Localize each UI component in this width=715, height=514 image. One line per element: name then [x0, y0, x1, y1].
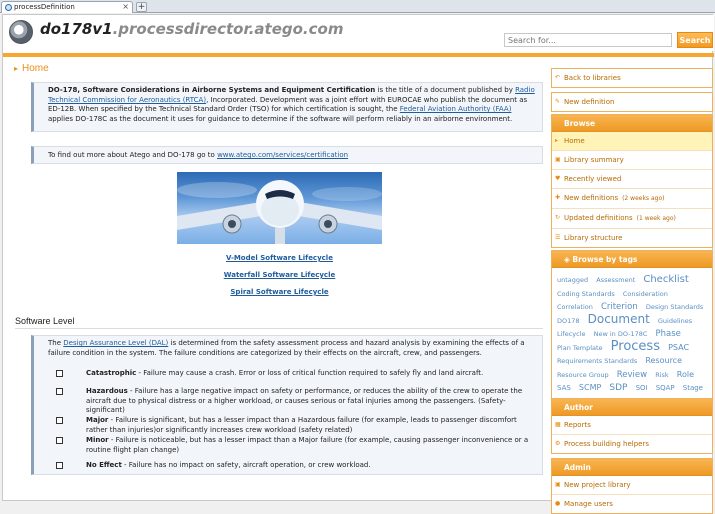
level-desc: - Failure has a large negative impact on safety or performance, or reduces the ability of the crew to operate the aircraft due to physical distress or a higher workload, or causes serious or fatal injuries among the passengers. (Safety-significant)	[86, 387, 523, 414]
tag-link[interactable]: Correlation	[557, 303, 593, 311]
tag-link[interactable]: SCMP	[578, 383, 602, 392]
browse-item-label: Home	[564, 137, 585, 145]
reports-link[interactable]	[552, 416, 712, 435]
library-summary-link[interactable]	[552, 151, 712, 170]
intro-text-3: applies DO-178C as the document it uses for guidance to determine if the software will perform reliably in an airborne environment.	[48, 114, 513, 123]
intro-box	[31, 82, 543, 132]
updated-definitions-note: (1 week ago)	[636, 215, 676, 222]
tag-link[interactable]: Assessment	[596, 276, 636, 284]
tag-link[interactable]: Review	[616, 369, 648, 380]
manage-users-link[interactable]	[552, 495, 712, 513]
users-icon: ●	[555, 500, 561, 507]
page-title	[14, 63, 49, 74]
back-arrow-icon: ↶	[555, 74, 561, 81]
new-project-library-link[interactable]	[552, 476, 712, 495]
level-name: Minor	[86, 436, 109, 444]
author-panel-title: Author	[552, 399, 712, 416]
software-level-box	[31, 335, 543, 475]
process-building-helpers-link[interactable]	[552, 435, 712, 453]
airplane-image	[177, 172, 382, 244]
tag-link[interactable]: SQAP	[655, 384, 675, 392]
minor-checkbox[interactable]	[56, 437, 63, 444]
tag-icon: ◈	[564, 255, 573, 264]
tag-link[interactable]: Phase	[655, 329, 681, 339]
search-input[interactable]	[504, 33, 672, 47]
tags-panel	[551, 250, 713, 399]
tag-link[interactable]: SDP	[609, 383, 628, 393]
site-header	[3, 15, 714, 51]
tag-cloud	[552, 268, 712, 398]
tag-link[interactable]: Design Standards	[645, 303, 704, 311]
level-item-no-effect	[56, 461, 536, 471]
back-to-libraries-link[interactable]	[552, 69, 712, 87]
new-definitions-link[interactable]	[552, 189, 712, 209]
tag-link[interactable]: Lifecycle	[557, 330, 586, 338]
level-desc: - Failure has no impact on safety, aircraft operation, or crew workload.	[121, 461, 371, 469]
faa-link[interactable]: Federal Aviation Authority (FAA)	[399, 105, 512, 113]
tag-link[interactable]: Checklist	[643, 274, 689, 285]
atego-certification-link[interactable]: www.atego.com/services/certification	[217, 151, 349, 159]
updated-definitions-link[interactable]	[552, 209, 712, 229]
tags-panel-title	[552, 251, 712, 268]
site-logo-icon[interactable]	[9, 20, 33, 44]
level-intro-text-2: is determined from the safety assessment process and hazard analysis by examining the effects of a failure condition in the system. The failure conditions are categorized by their effects on the aircraft, crew, and passengers.	[48, 339, 525, 357]
tag-link[interactable]: DO178	[557, 316, 580, 325]
tag-link[interactable]: Resource Group	[557, 370, 609, 379]
browser-tab-strip	[0, 0, 715, 13]
level-item-minor	[56, 436, 536, 455]
tag-link[interactable]: untagged	[557, 276, 589, 284]
tags-panel-title-text: Browse by tags	[572, 255, 638, 264]
major-checkbox[interactable]	[56, 417, 63, 424]
spiral-lifecycle-link[interactable]: Spiral Software Lifecycle	[230, 288, 329, 296]
rtca-link[interactable]: Radio Technical Commission for Aeronautics (RTCA)	[48, 86, 535, 104]
tag-link[interactable]: Requirements Standards	[557, 357, 638, 365]
library-icon: ▣	[555, 481, 561, 488]
software-level-intro	[48, 339, 538, 358]
report-icon: ▦	[555, 421, 561, 428]
tag-link[interactable]: Risk	[655, 370, 669, 379]
recently-viewed-link[interactable]	[552, 170, 712, 189]
new-definition-panel	[551, 92, 713, 112]
tag-link[interactable]: New in DO-178C	[593, 330, 648, 338]
dal-link[interactable]: Design Assurance Level (DAL)	[63, 339, 169, 347]
close-tab-icon[interactable]: ×	[122, 2, 129, 11]
level-desc: - Failure is significant, but has a lesser impact than a Hazardous failure (for example, leads to passenger discomfort rather than injuries)or significantly increases crew workload (safety related)	[86, 416, 517, 434]
admin-item-label: New project library	[564, 481, 631, 489]
gear-icon: ⚙	[555, 440, 561, 447]
admin-panel-title: Admin	[552, 459, 712, 476]
site-title-prefix: do178v1	[40, 20, 113, 38]
sidebar	[551, 56, 713, 508]
search-button[interactable]: Search	[677, 32, 713, 48]
admin-item-label: Manage users	[564, 500, 613, 508]
waterfall-lifecycle-link[interactable]: Waterfall Software Lifecycle	[223, 271, 336, 279]
author-item-label: Reports	[564, 421, 591, 429]
tag-link[interactable]: Process	[610, 338, 660, 354]
new-definition-label: New definition	[564, 98, 615, 106]
tag-link[interactable]: SOI	[635, 384, 648, 392]
plus-icon: ✚	[555, 194, 561, 201]
level-item-major	[56, 416, 536, 435]
level-desc: - Failure is noticeable, but has a lesser impact than a Major failure (for example, causing passenger inconvenience or a routine flight plan change)	[86, 436, 529, 454]
intro-text-2: , Incorporated. Development was a joint effort with EUROCAE who publish the document as ED-12B. When specified by the Technical Standard Order (TSO) for which certification is sought, the	[48, 95, 528, 113]
level-name: Major	[86, 416, 109, 424]
tag-link[interactable]: Role	[676, 369, 695, 379]
level-item-catastrophic	[56, 369, 536, 379]
browser-tab[interactable]	[1, 1, 133, 13]
new-tab-button[interactable]: +	[137, 2, 146, 12]
more-info-box	[31, 146, 543, 164]
back-to-libraries-label: Back to libraries	[564, 74, 621, 82]
tree-icon: ☰	[555, 234, 561, 241]
pencil-icon: ✎	[555, 98, 561, 105]
back-panel	[551, 68, 713, 88]
browse-home-link[interactable]	[552, 132, 712, 151]
refresh-icon: ↻	[555, 214, 561, 221]
tag-link[interactable]: Guidelines	[657, 316, 693, 325]
level-name: No Effect	[86, 461, 122, 469]
v-model-lifecycle-link[interactable]: V-Model Software Lifecycle	[226, 254, 333, 262]
heading-arrow-icon: ▸	[14, 64, 19, 73]
book-icon: ▣	[555, 156, 561, 163]
tag-link[interactable]: Resource	[645, 356, 682, 365]
no-effect-checkbox[interactable]	[56, 462, 63, 469]
browse-item-label: Library summary	[564, 156, 624, 164]
software-level-heading: Software Level	[15, 316, 75, 326]
site-title-domain: .processdirector.atego.com	[112, 20, 344, 38]
browse-item-label: New definitions	[564, 194, 619, 202]
page-title-text: Home	[22, 63, 49, 74]
level-desc: - Failure may cause a crash. Error or loss of critical function required to safely fly and land aircraft.	[136, 369, 484, 377]
browse-panel-title: Browse	[552, 115, 712, 132]
tag-link[interactable]: Plan Template	[557, 343, 603, 352]
arrow-icon: ▸	[555, 137, 559, 144]
library-structure-link[interactable]	[552, 229, 712, 247]
catastrophic-checkbox[interactable]	[56, 370, 63, 377]
hazardous-checkbox[interactable]	[56, 388, 63, 395]
level-name: Hazardous	[86, 387, 128, 395]
browse-item-label: Library structure	[564, 234, 623, 242]
tag-link[interactable]: Criterion	[600, 302, 638, 312]
tag-link[interactable]: Coding Standards	[557, 289, 615, 298]
tag-link[interactable]: Document	[587, 311, 650, 326]
heart-icon: ♥	[555, 175, 561, 182]
app-window	[2, 14, 713, 508]
tag-link[interactable]: Consideration	[622, 289, 668, 298]
tag-link[interactable]: SAS	[557, 384, 571, 392]
browse-panel	[551, 114, 713, 248]
tag-link[interactable]: PSAC	[668, 342, 690, 352]
intro-text-1: is the title of a document published by	[375, 86, 516, 94]
level-intro-text-1: The	[48, 339, 64, 347]
intro-doc-title: DO-178, Software Considerations in Airborne Systems and Equipment Certification	[48, 86, 376, 94]
main-content	[9, 60, 543, 500]
browse-item-label: Recently viewed	[564, 175, 622, 183]
level-name: Catastrophic	[86, 369, 137, 377]
more-info-text: To find out more about Atego and DO-178 go to	[48, 151, 218, 159]
author-item-label: Process building helpers	[564, 440, 650, 448]
admin-panel	[551, 458, 713, 514]
new-definition-link[interactable]	[552, 93, 712, 111]
level-item-hazardous	[56, 387, 536, 416]
page-favicon-icon	[5, 4, 12, 11]
browse-item-label: Updated definitions	[564, 214, 633, 222]
author-panel	[551, 398, 713, 454]
new-definitions-note: (2 weeks ago)	[622, 195, 665, 202]
browser-tab-title: processDefinition	[14, 3, 75, 11]
site-title[interactable]	[40, 20, 343, 38]
section-divider	[15, 328, 543, 329]
tag-link[interactable]: Stage	[682, 384, 703, 392]
